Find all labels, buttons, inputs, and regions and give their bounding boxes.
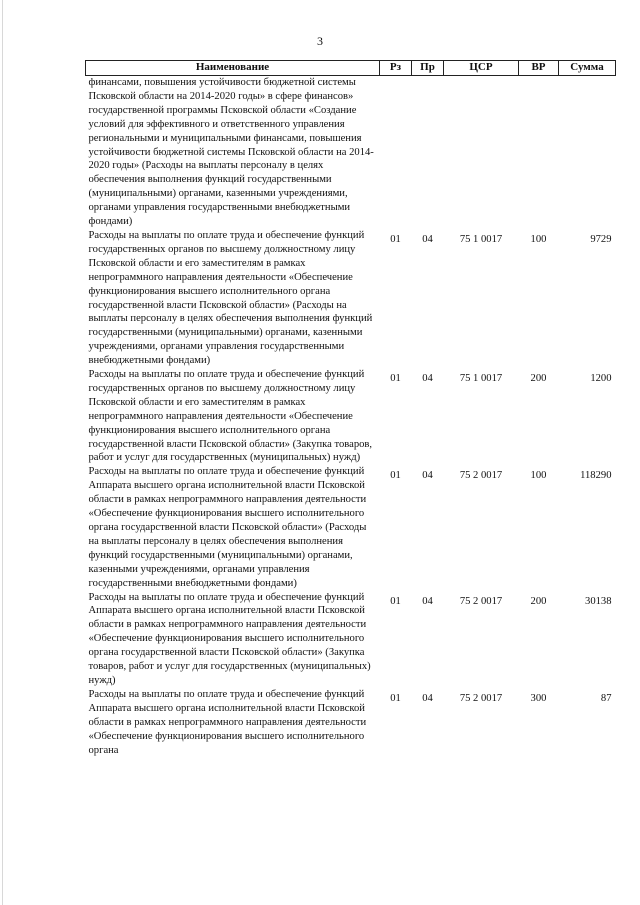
budget-table — [85, 60, 616, 757]
row-name: Расходы на выплаты по оплате труда и обеспечение функций Аппарата высшего органа исполнительной власти Псковской области в рамках непрограммного направления деятельности «Обеспечение функционирования высшего исполнительного органа — [88, 688, 367, 756]
row-vr: 100 — [530, 233, 547, 245]
header-name: Наименование — [86, 61, 380, 76]
table-row — [86, 368, 616, 465]
row-pr: 04 — [422, 692, 433, 704]
row-name: Расходы на выплаты по оплате труда и обеспечение функций Аппарата высшего органа исполнительной власти Псковской области в рамках непрограммного направления деятельности «Обеспечение функционирования высшего исполнительного органа государственной власти Псковской области» (Закупка товаров, работ и услуг для государственных (муниципальных) нужд) — [88, 591, 371, 686]
row-rz: 01 — [390, 373, 401, 385]
row-csr — [444, 76, 519, 229]
row-rz: 01 — [390, 595, 401, 607]
row-name: финансами, повышения устойчивости бюджетной системы Псковской области на 2014-2020 годы» в сфере финансов» государственной программы Псковской области «Создание условий для эффективного и ответственного управления региональными и муниципальными финансами, повышения устойчивости бюджетной системы Псковской области на 2014-2020 годы» (Расходы на выплаты персоналу в целях обеспечения выполнения функций государственными (муниципальными) органами, казенными учреждениями, органами управления государственными внебюджетными фондами) — [88, 77, 374, 228]
row-sum: 30138 — [585, 595, 612, 607]
row-pr — [412, 76, 444, 229]
header-rz: Рз — [380, 61, 412, 76]
table-row — [86, 465, 616, 590]
row-rz — [380, 76, 412, 229]
table-row — [86, 688, 616, 758]
header-vr: ВР — [519, 61, 559, 76]
table-row — [86, 76, 616, 229]
row-sum — [559, 76, 616, 229]
table-row — [86, 591, 616, 688]
row-vr: 200 — [530, 373, 547, 385]
header-pr: Пр — [412, 61, 444, 76]
header-sum: Сумма — [559, 61, 616, 76]
header-csr: ЦСР — [444, 61, 519, 76]
row-sum: 1200 — [590, 373, 612, 385]
row-sum: 118290 — [580, 470, 612, 482]
page-number: 3 — [317, 34, 323, 48]
table-row — [86, 229, 616, 368]
row-name: Расходы на выплаты по оплате труда и обеспечение функций Аппарата высшего органа исполнительной власти Псковской области в рамках непрограммного направления деятельности «Обеспечение функционирования высшего исполнительного органа государственной власти Псковской области» (Расходы на выплаты персоналу в целях обеспечения выполнения функций государственными (муниципальными) органами, казенными учреждениями, органами управления государственными внебюджетными фондами) — [88, 466, 367, 589]
row-pr: 04 — [422, 595, 433, 607]
row-sum: 9729 — [590, 233, 612, 245]
row-csr: 75 2 0017 — [459, 470, 503, 482]
row-csr: 75 1 0017 — [459, 233, 503, 245]
row-pr: 04 — [422, 470, 433, 482]
scan-edge — [2, 0, 3, 905]
row-name: Расходы на выплаты по оплате труда и обеспечение функций государственных органов по высшему должностному лицу Псковской области и его заместителям в рамках непрограммного направления деятельности «Обеспечение функционирования высшего исполнительного органа государственной власти Псковской области» (Расходы на выплаты персоналу в целях обеспечения выполнения функций государственными (муниципальными) органами, казенными учреждениями, органами управления государственными внебюджетными фондами) — [88, 229, 373, 367]
row-csr: 75 2 0017 — [459, 692, 503, 704]
row-rz: 01 — [390, 233, 401, 245]
table-header — [86, 61, 616, 76]
row-vr: 300 — [530, 692, 547, 704]
row-csr: 75 1 0017 — [459, 373, 503, 385]
row-rz: 01 — [390, 692, 401, 704]
row-vr — [519, 76, 559, 229]
row-vr: 200 — [530, 595, 547, 607]
row-name: Расходы на выплаты по оплате труда и обеспечение функций государственных органов по высшему должностному лицу Псковской области и его заместителям в рамках непрограммного направления деятельности «Обеспечение функционирования высшего исполнительного органа государственной власти Псковской области» (Закупка товаров, работ и услуг для государственных (муниципальных) нужд) — [88, 369, 373, 464]
row-pr: 04 — [422, 373, 433, 385]
row-sum: 87 — [600, 692, 612, 704]
row-csr: 75 2 0017 — [459, 595, 503, 607]
row-vr: 100 — [530, 470, 547, 482]
row-pr: 04 — [422, 233, 433, 245]
row-rz: 01 — [390, 470, 401, 482]
